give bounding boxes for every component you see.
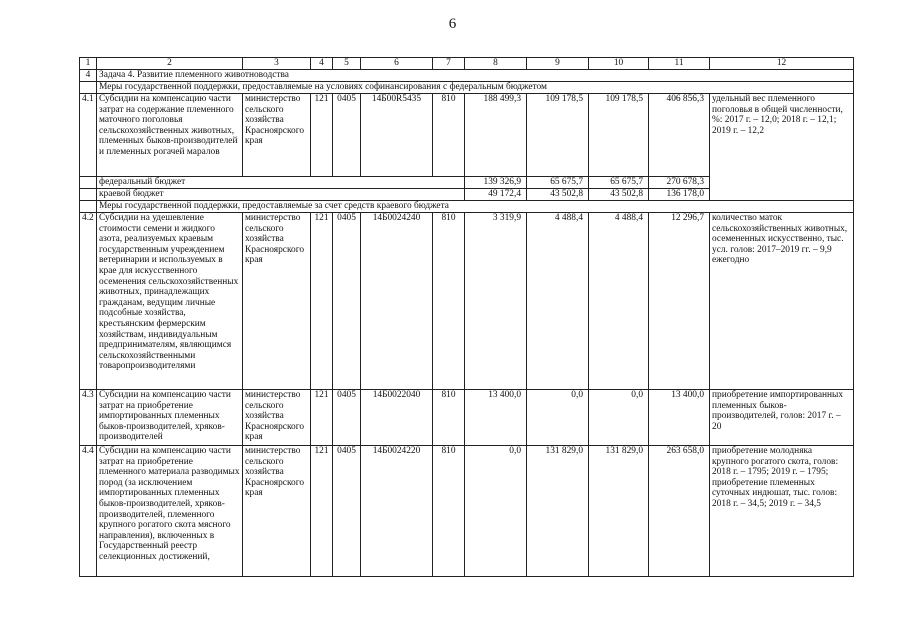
amount-2019: 65 675,7	[589, 177, 649, 189]
task-number: 4	[80, 70, 97, 82]
amount-2019: 0,0	[589, 390, 649, 446]
code-rzpr: 0405	[333, 213, 361, 390]
code-vr: 810	[433, 94, 465, 177]
row-number: 4.1	[80, 94, 97, 177]
code-grbs: 121	[311, 94, 333, 177]
measure-name: Субсидии на компенсацию части затрат на содержание племенного маточного поголовья сельскохозяйственных животных, племенных быков-производителей и племенных рогачей маралов	[97, 94, 243, 177]
section-heading: Меры государственной поддержки, предоставляемые за счет средств краевого бюджета	[97, 201, 854, 213]
responsible-org: министерство сельского хозяйства Красноярского края	[243, 446, 311, 577]
code-csr: 14Б0022040	[361, 390, 433, 446]
amount-2017: 0,0	[465, 446, 527, 577]
header-cell: 7	[433, 58, 465, 70]
code-rzpr: 0405	[333, 94, 361, 177]
expected-result: приобретение импортированных племенных быков-производителей, голов: 2017 г. – 20	[710, 390, 854, 446]
header-cell: 10	[589, 58, 649, 70]
row-number: 4.4	[80, 446, 97, 577]
header-cell: 6	[361, 58, 433, 70]
amount-total: 406 856,3	[649, 94, 710, 177]
header-cell: 12	[710, 58, 854, 70]
table-row	[80, 446, 854, 577]
expected-result: количество маток сельскохозяйственных животных, осемененных искусственно, тыс. усл. голов: 2017–2019 гг. – 9,9 ежегодно	[710, 213, 854, 390]
amount-2017: 49 172,4	[465, 189, 527, 201]
amount-total: 12 296,7	[649, 213, 710, 390]
code-grbs: 121	[311, 390, 333, 446]
amount-2019: 131 829,0	[589, 446, 649, 577]
amount-total: 136 178,0	[649, 189, 710, 201]
amount-2018: 4 488,4	[527, 213, 589, 390]
header-cell: 1	[80, 58, 97, 70]
amount-total: 270 678,3	[649, 177, 710, 189]
amount-2019: 109 178,5	[589, 94, 649, 177]
task-row	[80, 70, 854, 82]
table-row	[80, 390, 854, 446]
amount-2017: 13 400,0	[465, 390, 527, 446]
code-csr: 14Б0024240	[361, 213, 433, 390]
code-grbs: 121	[311, 446, 333, 577]
amount-2018: 43 502,8	[527, 189, 589, 201]
header-cell: 9	[527, 58, 589, 70]
task-title: Задача 4. Развитие племенного животноводства	[97, 70, 854, 82]
amount-2018: 65 675,7	[527, 177, 589, 189]
code-grbs: 121	[311, 213, 333, 390]
code-csr: 14Б0024220	[361, 446, 433, 577]
amount-2018: 131 829,0	[527, 446, 589, 577]
expected-result: удельный вес племенного поголовья в общей численности, %: 2017 г. – 12,0; 2018 г. – 12,1; 2019 г. – 12,2	[710, 94, 854, 201]
header-cell: 11	[649, 58, 710, 70]
table-row	[80, 213, 854, 390]
header-cell: 4	[311, 58, 333, 70]
section-heading: Меры государственной поддержки, предоставляемые на условиях софинансирования с федеральным бюджетом	[97, 82, 854, 94]
amount-2018: 109 178,5	[527, 94, 589, 177]
amount-total: 263 658,0	[649, 446, 710, 577]
code-vr: 810	[433, 213, 465, 390]
amount-total: 13 400,0	[649, 390, 710, 446]
amount-2017: 139 326,9	[465, 177, 527, 189]
amount-2017: 3 319,9	[465, 213, 527, 390]
responsible-org: министерство сельского хозяйства Красноярского края	[243, 213, 311, 390]
amount-2018: 0,0	[527, 390, 589, 446]
program-table	[79, 57, 854, 577]
amount-2019: 43 502,8	[589, 189, 649, 201]
row-number: 4.3	[80, 390, 97, 446]
amount-2019: 4 488,4	[589, 213, 649, 390]
header-cell: 5	[333, 58, 361, 70]
code-rzpr: 0405	[333, 390, 361, 446]
responsible-org: министерство сельского хозяйства Красноярского края	[243, 390, 311, 446]
table-row	[80, 94, 854, 177]
code-csr: 14Б00R5435	[361, 94, 433, 177]
code-rzpr: 0405	[333, 446, 361, 577]
header-cell: 3	[243, 58, 311, 70]
amount-2017: 188 499,3	[465, 94, 527, 177]
header-cell: 2	[97, 58, 243, 70]
budget-label: краевой бюджет	[97, 189, 465, 201]
column-number-row	[80, 58, 854, 70]
expected-result: приобретение молодняка крупного рогатого скота, голов: 2018 г. – 1795; 2019 г. – 1795; приобретение племенных суточных индюшат, тыс. голов: 2018 г. – 34,5; 2019 г. – 34,5	[710, 446, 854, 577]
code-vr: 810	[433, 390, 465, 446]
responsible-org: министерство сельского хозяйства Красноярского края	[243, 94, 311, 177]
page-number: 6	[448, 16, 457, 32]
row-number: 4.2	[80, 213, 97, 390]
measure-name: Субсидии на компенсацию части затрат на приобретение импортированных племенных быков-производителей, хряков-производителей	[97, 390, 243, 446]
code-vr: 810	[433, 446, 465, 577]
header-cell: 8	[465, 58, 527, 70]
section-heading-row	[80, 201, 854, 213]
measure-name: Субсидии на компенсацию части затрат на приобретение племенного материала разводимых пород (за исключением импортированных племенных быков-производителей, хряков-производителей, племенного крупного рогатого скота мясного направления), включенных в Государственный реестр селекционных достижений,	[97, 446, 243, 577]
budget-label: федеральный бюджет	[97, 177, 465, 189]
measure-name: Субсидии на удешевление стоимости семени и жидкого азота, реализуемых краевым государственным учреждением ветеринарии и используемых в крае для искусственного осеменения сельскохозяйственных животных, принадлежащих гражданам, ведущим личные подсобные хозяйства, крестьянским фермерским хозяйствам, индивидуальным предпринимателям, являющимся сельскохозяйственными товаропроизводителями	[97, 213, 243, 390]
section-heading-row	[80, 82, 854, 94]
